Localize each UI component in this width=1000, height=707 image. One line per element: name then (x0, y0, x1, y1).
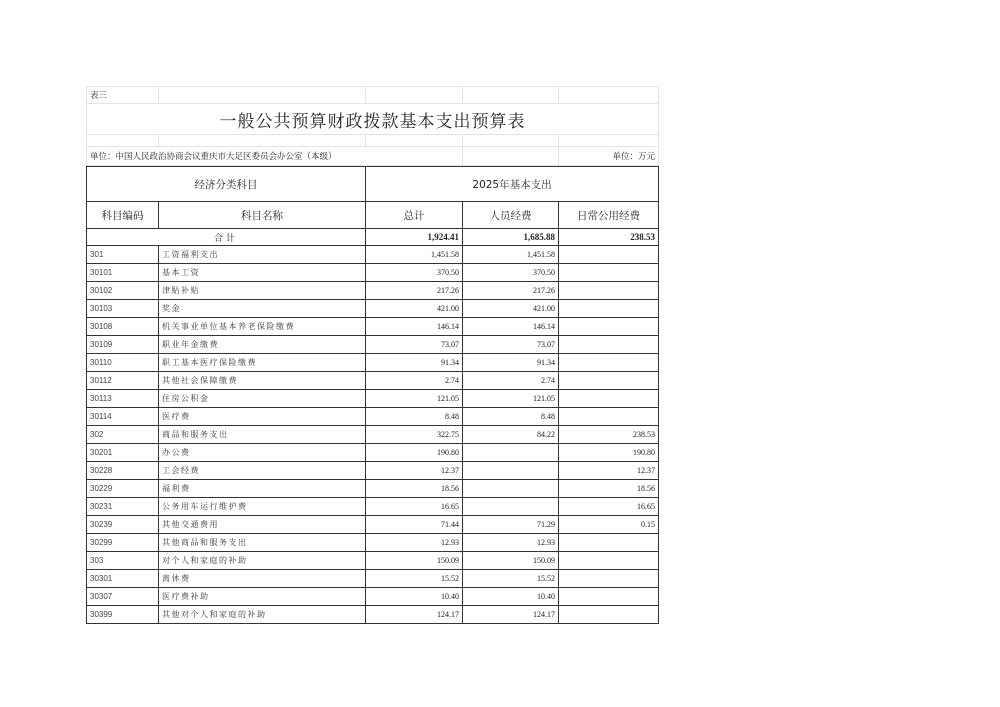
row-personnel: 421.00 (463, 300, 559, 318)
row-personnel (463, 444, 559, 462)
row-code: 30109 (87, 336, 159, 354)
row-public (559, 300, 659, 318)
row-public: 190.80 (559, 444, 659, 462)
row-personnel: 91.34 (463, 354, 559, 372)
row-total: 124.17 (366, 606, 463, 624)
row-code: 30113 (87, 390, 159, 408)
row-public (559, 570, 659, 588)
row-personnel: 10.40 (463, 588, 559, 606)
row-public (559, 390, 659, 408)
row-personnel (463, 480, 559, 498)
row-public (559, 534, 659, 552)
row-code: 30110 (87, 354, 159, 372)
row-total: 8.48 (366, 408, 463, 426)
row-name: 医疗费补助 (159, 588, 366, 606)
table-row (87, 480, 659, 498)
table-row (87, 246, 659, 264)
row-total: 73.07 (366, 336, 463, 354)
row-total: 2.74 (366, 372, 463, 390)
row-name: 其他交通费用 (159, 516, 366, 534)
unit-organization: 单位：中国人民政治协商会议重庆市大足区委员会办公室（本级） (87, 147, 463, 166)
row-personnel (463, 498, 559, 516)
row-total: 421.00 (366, 300, 463, 318)
row-code: 30114 (87, 408, 159, 426)
row-public: 238.53 (559, 426, 659, 444)
row-total: 16.65 (366, 498, 463, 516)
header-name: 科目名称 (159, 202, 366, 229)
row-public (559, 246, 659, 264)
table-row (87, 354, 659, 372)
row-public (559, 408, 659, 426)
row-name: 工会经费 (159, 462, 366, 480)
row-name: 离休费 (159, 570, 366, 588)
table-row (87, 336, 659, 354)
header-personnel: 人员经费 (463, 202, 559, 229)
header-economic-classification: 经济分类科目 (87, 167, 366, 202)
row-code: 30399 (87, 606, 159, 624)
table-row (87, 606, 659, 624)
sheet-header-grid (86, 86, 659, 166)
table-row (87, 516, 659, 534)
row-code: 30301 (87, 570, 159, 588)
table-row (87, 570, 659, 588)
total-sum: 1,924.41 (366, 229, 463, 246)
budget-sheet (86, 86, 658, 624)
row-code: 30228 (87, 462, 159, 480)
row-personnel: 124.17 (463, 606, 559, 624)
row-name: 工资福利支出 (159, 246, 366, 264)
table-row (87, 390, 659, 408)
row-code: 30231 (87, 498, 159, 516)
row-code: 302 (87, 426, 159, 444)
row-public (559, 336, 659, 354)
row-total: 370.50 (366, 264, 463, 282)
table-row (87, 318, 659, 336)
row-public: 12.37 (559, 462, 659, 480)
row-total: 1,451.58 (366, 246, 463, 264)
row-public (559, 318, 659, 336)
row-personnel: 71.29 (463, 516, 559, 534)
row-total: 322.75 (366, 426, 463, 444)
row-total: 10.40 (366, 588, 463, 606)
row-public (559, 588, 659, 606)
row-public: 0.15 (559, 516, 659, 534)
total-personnel: 1,685.88 (463, 229, 559, 246)
table-row (87, 444, 659, 462)
row-personnel: 217.26 (463, 282, 559, 300)
row-total: 146.14 (366, 318, 463, 336)
row-total: 91.34 (366, 354, 463, 372)
total-label: 合计 (87, 229, 366, 246)
row-code: 301 (87, 246, 159, 264)
table-row (87, 282, 659, 300)
row-total: 15.52 (366, 570, 463, 588)
row-public (559, 354, 659, 372)
row-personnel: 12.93 (463, 534, 559, 552)
row-total: 150.09 (366, 552, 463, 570)
row-name: 福利费 (159, 480, 366, 498)
row-name: 奖金 (159, 300, 366, 318)
row-name: 医疗费 (159, 408, 366, 426)
row-public (559, 552, 659, 570)
row-name: 其他商品和服务支出 (159, 534, 366, 552)
table-row (87, 264, 659, 282)
row-personnel: 15.52 (463, 570, 559, 588)
row-name: 津贴补贴 (159, 282, 366, 300)
row-personnel: 2.74 (463, 372, 559, 390)
row-total: 217.26 (366, 282, 463, 300)
row-name: 其他对个人和家庭的补助 (159, 606, 366, 624)
row-public: 18.56 (559, 480, 659, 498)
header-basic-expenditure: 2025年基本支出 (366, 167, 659, 202)
row-personnel: 146.14 (463, 318, 559, 336)
row-code: 30102 (87, 282, 159, 300)
table-row (87, 408, 659, 426)
row-public (559, 606, 659, 624)
table-number: 表三 (87, 87, 159, 104)
row-code: 30229 (87, 480, 159, 498)
table-row (87, 534, 659, 552)
table-row (87, 588, 659, 606)
row-personnel: 121.05 (463, 390, 559, 408)
row-personnel: 8.48 (463, 408, 559, 426)
row-code: 30239 (87, 516, 159, 534)
row-personnel (463, 462, 559, 480)
row-personnel: 84.22 (463, 426, 559, 444)
row-total: 12.37 (366, 462, 463, 480)
row-code: 30103 (87, 300, 159, 318)
row-code: 30108 (87, 318, 159, 336)
row-name: 职工基本医疗保险缴费 (159, 354, 366, 372)
row-personnel: 73.07 (463, 336, 559, 354)
row-total: 190.80 (366, 444, 463, 462)
row-name: 商品和服务支出 (159, 426, 366, 444)
row-public (559, 282, 659, 300)
row-name: 公务用车运行维护费 (159, 498, 366, 516)
row-code: 30201 (87, 444, 159, 462)
row-name: 办公费 (159, 444, 366, 462)
row-name: 住房公积金 (159, 390, 366, 408)
row-code: 303 (87, 552, 159, 570)
header-total: 总计 (366, 202, 463, 229)
row-code: 30112 (87, 372, 159, 390)
row-name: 基本工资 (159, 264, 366, 282)
table-row (87, 300, 659, 318)
row-name: 对个人和家庭的补助 (159, 552, 366, 570)
budget-table (86, 166, 659, 624)
row-code: 30307 (87, 588, 159, 606)
row-code: 30299 (87, 534, 159, 552)
row-public (559, 372, 659, 390)
table-row (87, 552, 659, 570)
table-row (87, 462, 659, 480)
row-code: 30101 (87, 264, 159, 282)
page-title: 一般公共预算财政拨款基本支出预算表 (87, 104, 659, 135)
row-personnel: 1,451.58 (463, 246, 559, 264)
row-total: 121.05 (366, 390, 463, 408)
row-personnel: 150.09 (463, 552, 559, 570)
total-public: 238.53 (559, 229, 659, 246)
table-row (87, 426, 659, 444)
row-total: 18.56 (366, 480, 463, 498)
row-total: 12.93 (366, 534, 463, 552)
header-public: 日常公用经费 (559, 202, 659, 229)
row-name: 职业年金缴费 (159, 336, 366, 354)
table-row (87, 498, 659, 516)
row-public (559, 264, 659, 282)
unit-measure: 单位：万元 (559, 147, 659, 166)
table-row (87, 372, 659, 390)
total-row (87, 229, 659, 246)
header-code: 科目编码 (87, 202, 159, 229)
row-name: 机关事业单位基本养老保险缴费 (159, 318, 366, 336)
row-personnel: 370.50 (463, 264, 559, 282)
row-total: 71.44 (366, 516, 463, 534)
row-public: 16.65 (559, 498, 659, 516)
row-name: 其他社会保障缴费 (159, 372, 366, 390)
